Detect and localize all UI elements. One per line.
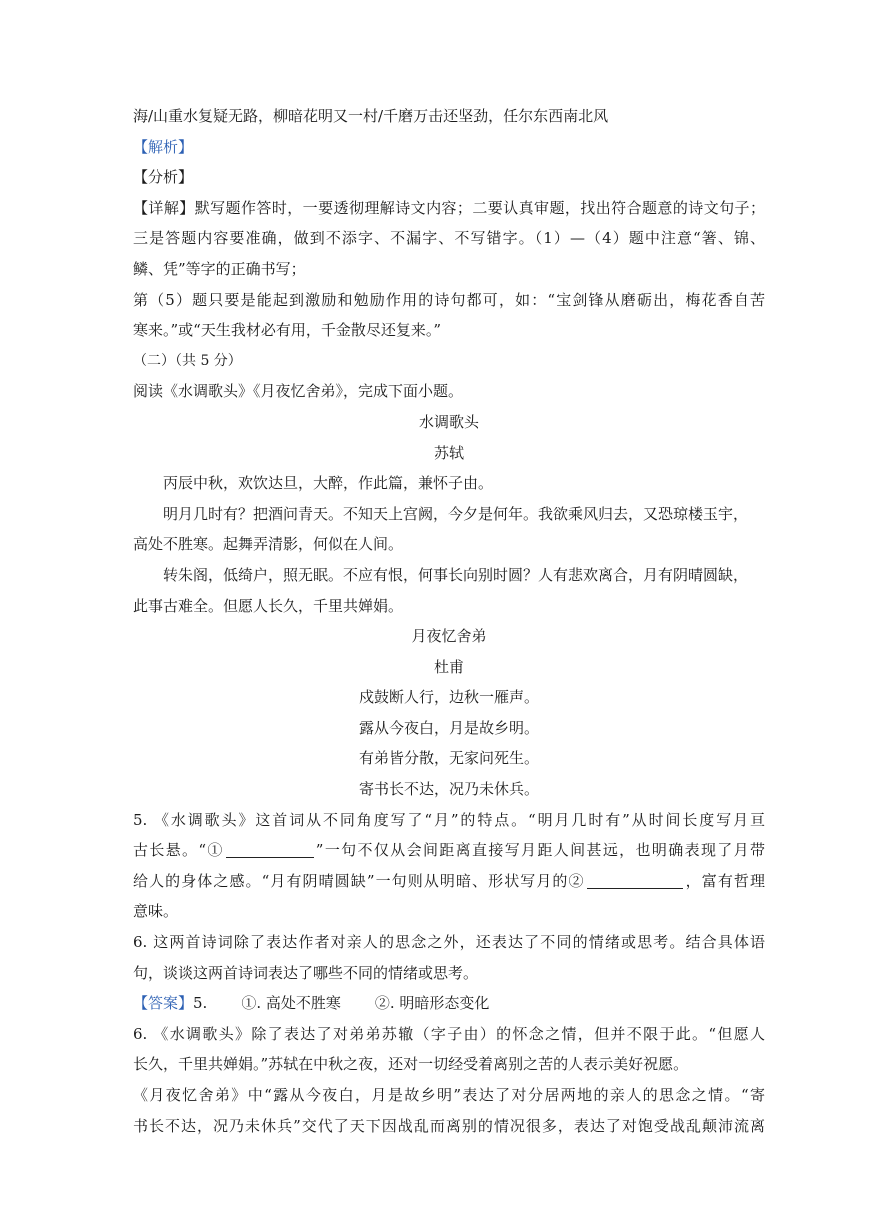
- poem1-author: 苏轼: [433, 443, 464, 462]
- poem1-preface: 丙辰中秋，欢饮达旦，大醉，作此篇，兼怀子由。: [163, 474, 494, 493]
- poem2-title: 月夜忆舍弟: [411, 627, 487, 646]
- answer-tag: 【答案】: [133, 994, 194, 1013]
- xiangjie-line-2: 三是答题内容要准确，做到不添字、不漏字、不写错字。（1）—（4）题中注意“箸、锦、: [133, 229, 765, 248]
- q5-line-2-b: ”一句不仅从会间距离直接写月距人间甚远，也明确表现了月带: [315, 841, 766, 860]
- answer-item-2: ②. 明暗形态变化: [374, 994, 490, 1013]
- poem2-line: 有弟皆分散，无家问死生。: [358, 749, 539, 768]
- answer-num: 5.: [193, 994, 208, 1013]
- q5-line-1: 5. 《水调歌头》这首词从不同角度写了“月”的特点。“明月几时有”从时间长度写月亘: [133, 810, 765, 829]
- poem2-line: 寄书长不达，况乃未休兵。: [358, 780, 539, 799]
- poem1-stanza2-a: 转朱阁，低绮户，照无眠。不应有恨，何事长向别时圆？人有悲欢离合，月有阴晴圆缺，: [163, 565, 749, 584]
- poem2-line: 戍鼓断人行，边秋一雁声。: [358, 688, 539, 707]
- poem1-stanza1-a: 明月几时有？把酒问青天。不知天上宫阙，今夕是何年。我欲乘风归去，又恐琼楼玉宇，: [163, 504, 749, 523]
- q6-line-2: 句，谈谈这两首诗词表达了哪些不同的情绪或思考。: [133, 963, 479, 982]
- answer6-line-2: 长久，千里共婵娟。”苏轼在中秋之夜，还对一切经受着离别之苦的人表示美好祝愿。: [133, 1055, 689, 1074]
- poem1-stanza1-b: 高处不胜寒。起舞弄清影，何似在人间。: [133, 535, 404, 554]
- q5-line-3-b: ，富有哲理: [684, 871, 765, 890]
- xiangjie-line-1: [133, 193, 765, 224]
- answer-item-1: ①. 高处不胜寒: [241, 994, 341, 1013]
- answer-blank-1[interactable]: [226, 841, 314, 858]
- xiangjie-line-3: 鳞、凭”等字的正确书写；: [133, 259, 306, 278]
- q5-line-4: 意味。: [133, 902, 179, 921]
- xiangjie-text-1: 默写题作答时，一要透彻理解诗文内容；二要认真审题，找出符合题意的诗文句子；: [194, 198, 765, 217]
- poem1-stanza2-b: 此事古难全。但愿人长久，千里共婵娟。: [133, 596, 404, 615]
- poem2-author: 杜甫: [433, 657, 464, 676]
- answer6-line-4: 书长不达，况乃未休兵”交代了天下因战乱而离别的情况很多，表达了对饱受战乱颠沛流离: [133, 1116, 765, 1135]
- q5-line-2-a: 古长悬。“①: [133, 841, 224, 860]
- xiangjie-tag: 【详解】: [133, 198, 195, 217]
- q5-note-line-1: 第（5）题只要是能起到激励和勉励作用的诗句都可，如：“宝剑锋从磨砺出，梅花香自苦: [133, 290, 765, 309]
- answer6-line-3: 《月夜忆舍弟》中“露从今夜白，月是故乡明”表达了对分居两地的亲人的思念之情。“寄: [133, 1086, 765, 1104]
- answer-line: [133, 988, 765, 1019]
- section-2-heading: （二）（共 5 分）: [133, 352, 242, 369]
- q5-note-line-2: 寒来。”或“天生我材必有用，千金散尽还复来。”: [133, 321, 442, 340]
- answer6-line-1: 6. 《水调歌头》除了表达了对弟弟苏辙（字子由）的怀念之情，但并不限于此。“但愿人: [133, 1024, 765, 1043]
- answer-blank-2[interactable]: [587, 872, 683, 889]
- q5-line-3-a: 给人的身体之感。“月有阴晴圆缺”一句则从明暗、形状写月的②: [133, 871, 585, 890]
- jiexi-heading: 【解析】: [133, 137, 194, 156]
- q5-line-2: [133, 835, 765, 866]
- answers-top-line: 海/山重水复疑无路，柳暗花明又一村/千磨万击还坚劲，任尔东西南北风: [133, 107, 609, 125]
- poem2-line: 露从今夜白，月是故乡明。: [358, 718, 539, 737]
- q6-line-1: 6. 这两首诗词除了表达作者对亲人的思念之外，还表达了不同的情绪或思考。结合具体语: [133, 933, 765, 952]
- fenxi-heading: 【分析】: [133, 168, 194, 187]
- reading-instruction: 阅读《水调歌头》《月夜忆舍弟》，完成下面小题。: [133, 382, 464, 401]
- q5-line-3: [133, 866, 765, 897]
- poem1-title: 水调歌头: [418, 412, 479, 431]
